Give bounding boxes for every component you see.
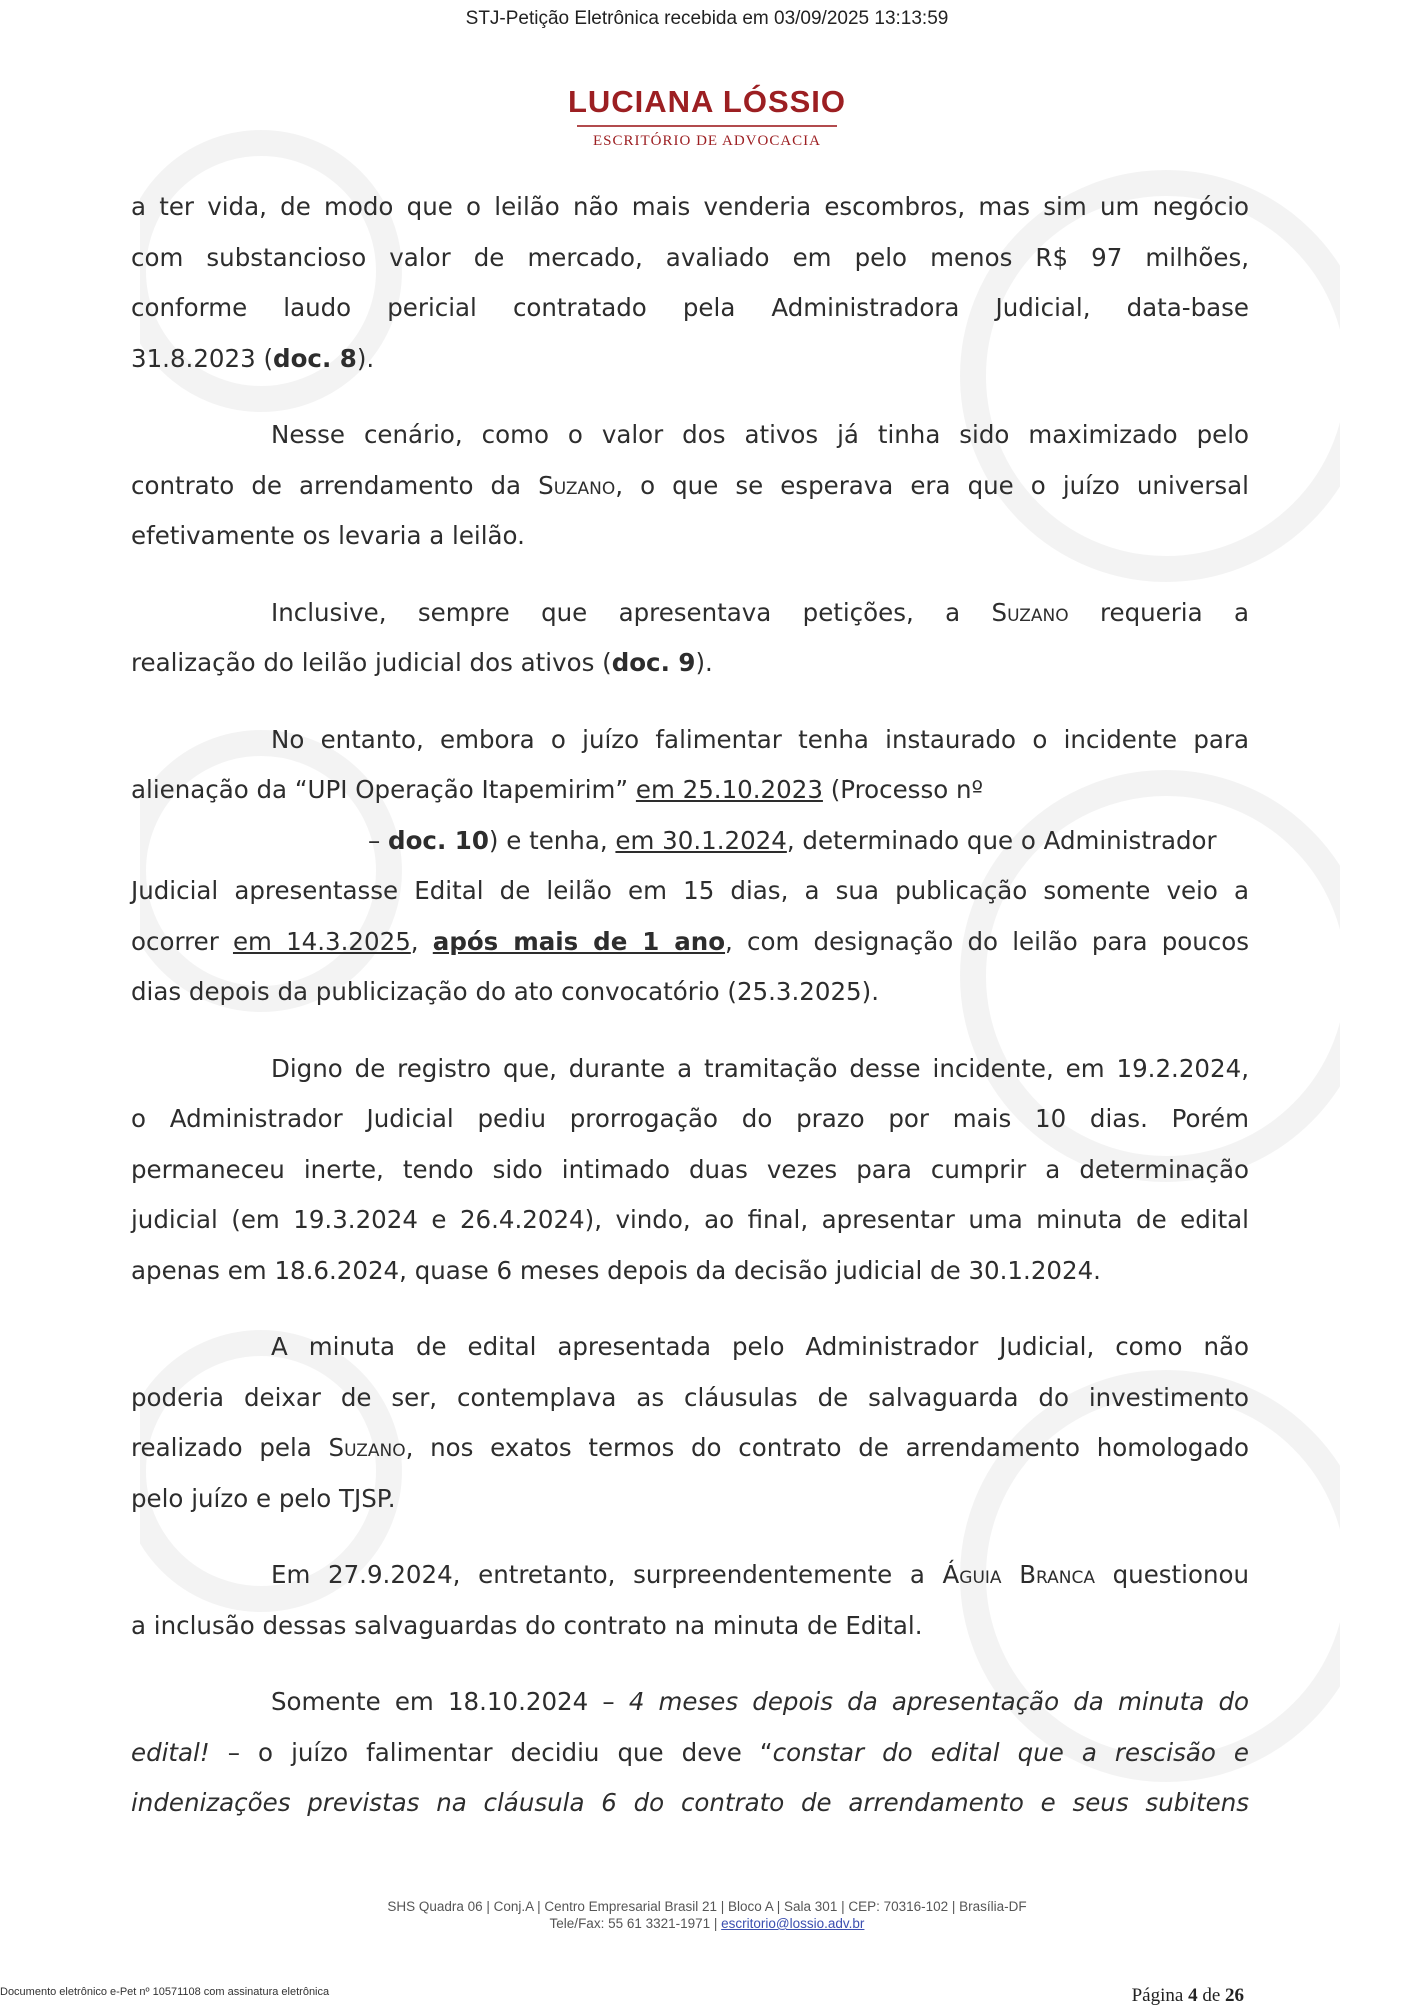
text-line: poderia deixar de ser, contemplava as cláusulas de salvaguarda do investimento [131,1382,1249,1412]
text-line: A minuta de edital apresentada pelo Administrador Judicial, como não [271,1332,1249,1361]
text-run: 31.8.2023 ( [131,343,274,373]
page-total: 26 [1225,1985,1244,2006]
text-line: conforme laudo pericial contratado pela Administradora Judicial, data-base [131,293,1249,322]
text-line: a inclusão dessas salvaguardas do contrato na minuta de Edital. [131,1610,923,1640]
text-line [131,1778,1249,1829]
firm-subtitle: ESCRITÓRIO DE ADVOCACIA [592,132,821,149]
email-link[interactable]: escritorio@lossio.adv.br [721,1916,865,1931]
page-number [1132,1985,1244,2007]
paragraph-3 [131,588,1249,689]
text-line [131,1728,1249,1779]
italic-text: 4 meses depois da apresentação da minuta do [628,1687,1249,1716]
emphasis-text: após mais de 1 ano [432,926,726,956]
text-line [131,917,1249,968]
underlined-date: em 25.10.2023 [635,775,823,804]
doc-reference: doc. 8 [273,343,357,373]
text-line [131,1677,1249,1728]
party-name: Suzano [328,1433,406,1462]
text-run: , nos exatos termos do contrato de arrendamento homologado [405,1433,1249,1462]
text-run: ). [695,648,713,677]
paragraph-4 [131,715,1249,1018]
text-run: Inclusive, sempre que apresentava petições, a [271,597,992,627]
text-line [131,1550,1249,1601]
text-run: , o que se esperava era que o juízo universal [615,470,1249,500]
firm-name: LUCIANA LÓSSIO [567,84,847,119]
text-run: ocorrer [131,926,233,956]
text-line: o Administrador Judicial pediu prorrogação do prazo por mais 10 dias. Porém [131,1104,1249,1133]
text-run: realização do leilão judicial dos ativos ( [131,648,612,677]
text-line: apenas em 18.6.2024, quase 6 meses depois da decisão judicial de 30.1.2024. [131,1255,1101,1285]
reception-stamp: STJ-Petição Eletrônica recebida em 03/09/2025 13:13:59 [465,8,949,29]
underlined-date: em 30.1.2024 [615,825,787,855]
page-label: Página [1131,1985,1189,2006]
text-line: a ter vida, de modo que o leilão não mais venderia escombros, mas sim um negócio [131,192,1249,221]
text-run: , com designação do leilão para poucos [725,926,1250,956]
text-line [131,334,1249,385]
text-run: ) e tenha, [488,825,616,855]
text-run: contrato de arrendamento da [131,470,539,500]
text-line [131,588,1249,639]
office-address: SHS Quadra 06 | Conj.A | Centro Empresarial Brasil 21 | Bloco A | Sala 301 | CEP: 70316-102 | Brasília-DF [387,1899,1027,1914]
document-body [131,182,1249,1829]
text-run: requeria a [1068,597,1249,627]
text-line: pelo juízo e pelo TJSP. [131,1483,396,1513]
contact-line [0,1915,1414,1932]
text-line: Judicial apresentasse Edital de leilão em 15 dias, a sua publicação somente veio a [131,876,1249,905]
text-run: Em 27.9.2024, entretanto, surpreendentemente a [271,1560,943,1589]
text-line: permaneceu inerte, tendo sido intimado duas vezes para cumprir a determinação [131,1154,1249,1184]
text-run: (Processo nº [822,775,984,804]
paragraph-7 [131,1550,1249,1651]
text-run: realizado pela [131,1433,329,1462]
party-name: Suzano [991,597,1069,627]
text-line: No entanto, embora o juízo falimentar tenha instaurado o incidente para [271,724,1249,754]
party-name: Águia Branca [942,1560,1095,1589]
paragraph-6 [131,1322,1249,1524]
text-line: dias depois da publicização do ato convocatório (25.3.2025). [131,977,879,1006]
letterhead-divider [577,125,837,127]
electronic-signature-note: Documento eletrônico e-Pet nº 10571108 com assinatura eletrônica [0,1986,330,1998]
text-line: Digno de registro que, durante a tramitação desse incidente, em 19.2.2024, [271,1053,1249,1083]
page-current: 4 [1188,1985,1198,2006]
italic-text: indenizações previstas na cláusula 6 do contrato de arrendamento e seus subitens [131,1788,1249,1817]
doc-reference: doc. 10 [388,825,489,855]
text-line: efetivamente os levaria a leilão. [131,521,525,550]
text-line [131,816,1249,867]
text-line [131,461,1249,512]
text-run: questionou [1094,1560,1249,1589]
party-name: Suzano [538,470,616,500]
italic-text: constar do edital que a rescisão e [772,1737,1250,1767]
text-run: , determinado que o Administrador [786,825,1217,855]
text-line [131,638,1249,689]
phone-text: Tele/Fax: 55 61 3321-1971 | [549,1916,722,1931]
text-run: ). [356,343,375,373]
paragraph-2 [131,410,1249,562]
letterhead [0,84,1414,150]
paragraph-1 [131,182,1249,384]
paragraph-8 [131,1677,1249,1829]
italic-text: edital! [131,1737,210,1767]
text-line [131,1423,1249,1474]
text-run: Somente em 18.10.2024 – [271,1687,629,1716]
paragraph-5 [131,1044,1249,1297]
text-run: , [410,926,433,956]
text-line [131,765,1249,816]
doc-reference: doc. 9 [611,648,696,677]
text-run: – o juízo falimentar decidiu que deve “ [209,1737,773,1767]
text-line: com substancioso valor de mercado, avaliado em pelo menos R$ 97 milhões, [131,242,1249,272]
page-footer [0,1898,1414,1932]
text-run: alienação da “UPI Operação Itapemirim” [131,775,636,804]
text-line: judicial (em 19.3.2024 e 26.4.2024), vindo, ao final, apresentar uma minuta de edital [131,1205,1249,1234]
underlined-date: em 14.3.2025 [232,926,411,956]
page-sep: de [1197,1985,1225,2006]
text-line: Nesse cenário, como o valor dos ativos já tinha sido maximizado pelo [271,420,1249,449]
text-run: – [368,825,389,855]
